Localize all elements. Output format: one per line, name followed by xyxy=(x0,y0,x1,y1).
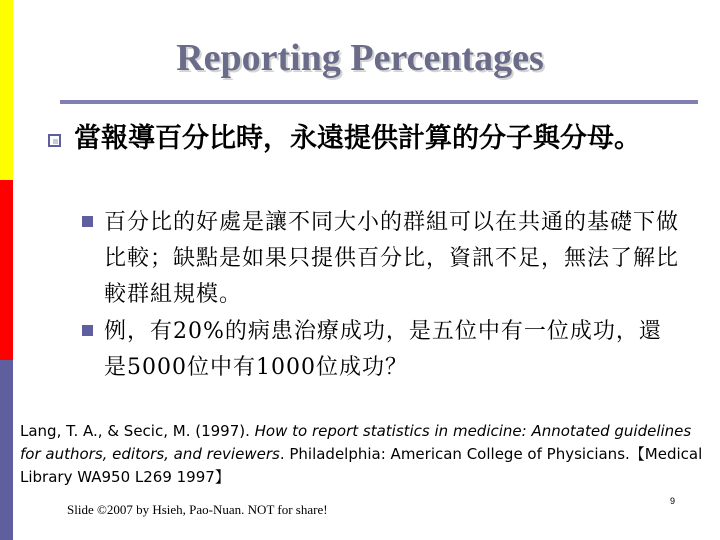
slide-title: Reporting Percentages xyxy=(176,37,544,79)
sub-bullet xyxy=(82,205,682,313)
main-bullet-text: 當報導百分比時，永遠提供計算的分子與分母。 xyxy=(74,123,641,154)
filled-square-bullet-icon xyxy=(82,325,93,336)
reference-citation xyxy=(20,420,710,489)
side-bar-yellow xyxy=(0,0,13,180)
page-number: 9 xyxy=(670,496,676,506)
sub-bullet-text: 例，有20%的病患治療成功，是五位中有一位成功，還是5000位中有1000位成功？ xyxy=(104,319,662,380)
sub-bullet xyxy=(82,314,682,386)
reference-publisher: . Philadelphia: American College of Physicians.【Medical Library WA950 L269 1997】 xyxy=(20,445,703,486)
sub-bullet-text: 百分比的好處是讓不同大小的群組可以在共通的基礎下做比較；缺點是如果只提供百分比，資訊不足，無法了解比較群組規模。 xyxy=(104,210,680,307)
hollow-square-bullet-icon xyxy=(48,134,61,147)
filled-square-bullet-icon xyxy=(82,216,93,227)
slide-footer: Slide ©2007 by Hsieh, Pao-Nuan. NOT for share! xyxy=(67,502,328,517)
title-divider xyxy=(60,100,698,104)
side-bar-blue xyxy=(0,360,13,540)
main-bullet xyxy=(48,120,678,157)
reference-authors: Lang, T. A., & Secic, M. (1997). xyxy=(20,422,250,440)
side-bar-red xyxy=(0,180,13,360)
reference-book-title: How to report statistics in medicine: Annotated guidelines for authors, editors, and reviewers xyxy=(20,422,692,463)
